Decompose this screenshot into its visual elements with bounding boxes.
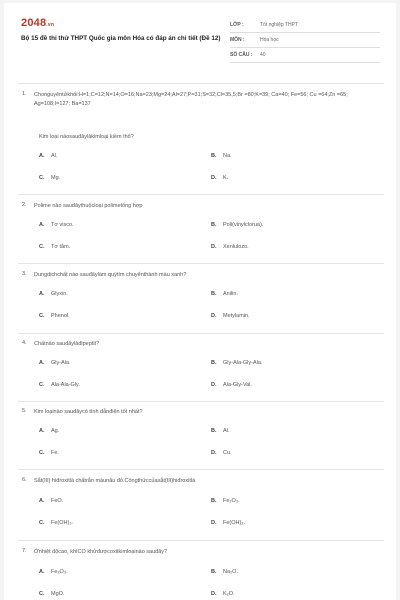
- option-d[interactable]: D. Fe(OH)₂.: [211, 520, 245, 526]
- option-a[interactable]: A. Glyxin.: [39, 291, 68, 297]
- exam-title: Bộ 15 đề thi thử THPT Quốc gia môn Hóa có đáp án chi tiết (Đề 12): [21, 35, 221, 42]
- question-number: 7.: [22, 548, 27, 554]
- meta-value: 40: [260, 52, 266, 58]
- option-a[interactable]: A. Gly-Ala.: [39, 360, 71, 366]
- exam-meta-table: [230, 18, 380, 63]
- option-d[interactable]: D. K₂O.: [211, 591, 235, 597]
- meta-value: Hóa học: [260, 37, 279, 43]
- document-page: [4, 3, 396, 600]
- option-a[interactable]: A. Fe₂O₃.: [39, 569, 68, 575]
- option-b[interactable]: B. Na₂O.: [211, 569, 238, 575]
- question-divider: [18, 263, 384, 264]
- option-d[interactable]: D. Metylamin.: [211, 313, 250, 319]
- option-b[interactable]: B. Fe₂O₃.: [211, 498, 240, 504]
- option-c[interactable]: C. Fe(OH)₃.: [39, 520, 74, 526]
- option-a[interactable]: A. Al.: [39, 153, 58, 159]
- logo-text: 2048: [21, 17, 47, 29]
- option-c[interactable]: C. Phenol.: [39, 313, 70, 319]
- meta-key: MÔN :: [230, 37, 245, 43]
- logo-tld: .vn: [46, 22, 55, 28]
- meta-value: Tốt nghiệp THPT: [260, 22, 298, 28]
- question-divider: [18, 401, 384, 402]
- option-c[interactable]: C. Mg.: [39, 175, 61, 181]
- question-divider: [18, 540, 384, 541]
- option-d[interactable]: D. Cu.: [211, 450, 232, 456]
- question-text: Sắt(III) hiđroxitlà chấtrắn màunâu đỏ.Côngthứccủasắt(III)hiđroxitlà: [34, 478, 196, 484]
- question-divider: [18, 469, 384, 470]
- question-text: Chấtnào sauđâylàđipeptit?: [34, 341, 100, 347]
- option-d[interactable]: D. Ala-Gly-Val.: [211, 382, 252, 388]
- question-text: Dungdịchchất nào sauđâylàm quỳtím chuyểnthành màu xanh?: [34, 272, 187, 278]
- question-number: 6.: [22, 477, 27, 483]
- question-divider: [18, 83, 384, 84]
- option-b[interactable]: B. Poli(vinylclorua).: [211, 222, 264, 228]
- option-d[interactable]: D. K.: [211, 175, 229, 181]
- question-text: Ởnhiệt độcao, khíCO khửđượcoxitkimloạinào sauđây?: [34, 549, 168, 555]
- option-d[interactable]: D. Xenlulozo.: [211, 244, 249, 250]
- meta-key: SỐ CÂU :: [230, 52, 253, 58]
- document-header: [4, 3, 396, 69]
- option-a[interactable]: A. Ag.: [39, 428, 60, 434]
- option-c[interactable]: C. Tơ tằm.: [39, 244, 71, 250]
- option-c[interactable]: C. MgO.: [39, 591, 65, 597]
- option-b[interactable]: B. Al.: [211, 428, 230, 434]
- site-logo[interactable]: [21, 17, 54, 29]
- question-number: 2.: [22, 202, 27, 208]
- option-b[interactable]: B. Na.: [211, 153, 232, 159]
- question-text: Kim loạinào sauđâycó tính dẫnđiện tốt nhất?: [34, 409, 143, 415]
- question-divider: [18, 333, 384, 334]
- meta-row-count: [230, 48, 380, 63]
- meta-row-grade: [230, 18, 380, 33]
- question-number: 1.: [22, 91, 27, 97]
- question-number: 3.: [22, 271, 27, 277]
- question-1-subtext: Kim loại nàosauđâylàkimloại kiềm thổ?: [39, 134, 134, 140]
- question-text: Chonguyêntửkhối:H=1;C=12;N=14;O=16;Na=23;Mg=24;Al=27;P=31;S=32;Cl=35,5;Br =80;K=39; Ca=40; Fe=56; Cu =64;Zn =65; Ag=108;I=127; Ba=137: [34, 92, 348, 107]
- meta-row-subject: [230, 33, 380, 48]
- meta-key: LỚP :: [230, 22, 244, 28]
- option-b[interactable]: B. Anilin.: [211, 291, 238, 297]
- question-divider: [18, 194, 384, 195]
- option-c[interactable]: C. Ala-Ala-Gly.: [39, 382, 80, 388]
- question-number: 5.: [22, 408, 27, 414]
- question-number: 4.: [22, 340, 27, 346]
- question-text: Polime nào sauđâythuộcloại polimetổng hợp: [34, 203, 143, 209]
- option-a[interactable]: A. FeO.: [39, 498, 64, 504]
- option-c[interactable]: C. Fe.: [39, 450, 59, 456]
- option-a[interactable]: A. Tơ visco.: [39, 222, 74, 228]
- option-b[interactable]: B. Gly-Ala-Gly-Ala.: [211, 360, 263, 366]
